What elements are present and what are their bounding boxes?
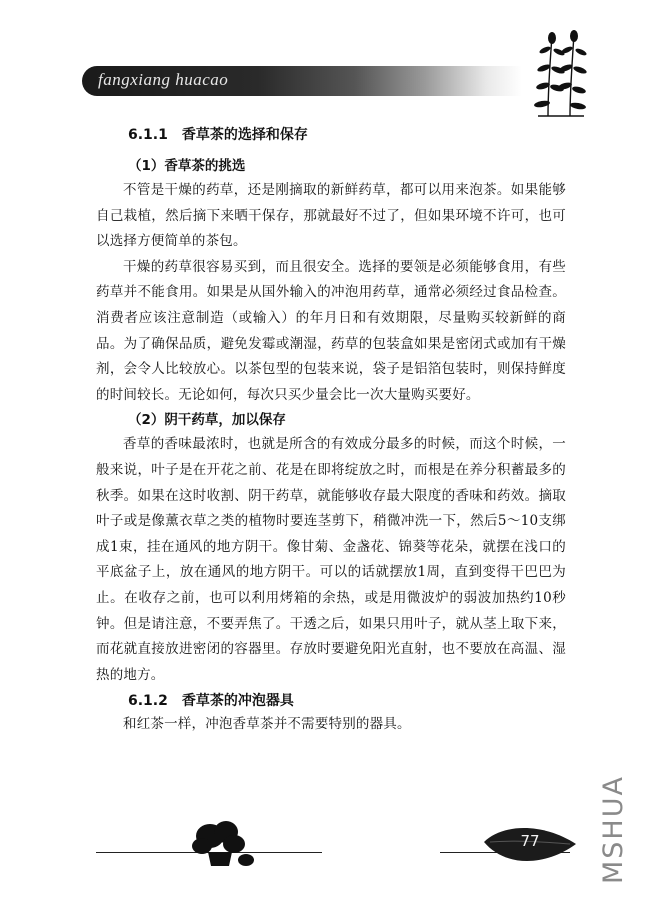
potted-plant-icon <box>182 818 260 868</box>
page-body <box>96 118 566 738</box>
paragraph: 干燥的药草很容易买到，而且很安全。选择的要领是必须能够食用，有些药草并不能食用。如果是从国外输入的冲泡用药草，通常必须经过食品检查。消费者应该注意制造（或输入）的年月日和有效期限，尽量购买较新鲜的商品。为了确保品质，避免发霉或潮湿，药草的包装盒如果是密闭式或加有干燥剂，会令人比较放心。以茶包型的包装来说，袋子是铝箔包装时，则保持鲜度的时间较长。无论如何，每次只买少量会比一次大量购买要好。 <box>96 258 566 403</box>
section-heading-6-1-1: 6.1.1 香草茶的选择和保存 <box>128 127 308 143</box>
watermark: MSHUA <box>598 775 629 884</box>
paragraph: 不管是干燥的药草，还是刚摘取的新鲜药草，都可以用来泡茶。如果能够自己栽植，然后摘下来晒干保存，那就最好不过了，但如果环境不许可，也可以选择方便简单的茶包。 <box>96 182 566 250</box>
banner-title: fangxiang huacao <box>98 70 229 89</box>
paragraph: 香草的香味最浓时，也就是所含的有效成分最多的时候，而这个时候，一般来说，叶子是在开花之前、花是在即将绽放之时，而根是在养分积蓄最多的秋季。如果在这时收割、阴干药草，就能够收存最大限度的香味和药效。摘取叶子或是像薰衣草之类的植物时要连茎剪下，稍微冲洗一下，然后5～10支绑成1束，挂在通风的地方阴干。像甘菊、金盏花、锦葵等花朵，就摆在浅口的平底盆子上，放在通风的地方阴干。可以的话就摆放1周，直到变得干巴巴为止。在收存之前，也可以利用烤箱的余热，或是用微波炉的弱波加热约10秒钟。但是请注意，不要弄焦了。干透之后，如果只用叶子，就从茎上取下来，而花就直接放进密闭的容器里。存放时要避免阳光直射，也不要放在高温、湿热的地方。 <box>96 436 566 683</box>
herb-sprig-icon <box>528 28 598 118</box>
section-heading-6-1-2: 6.1.2 香草茶的冲泡器具 <box>128 693 294 710</box>
header-banner <box>82 66 522 96</box>
paragraph: 和红茶一样，冲泡香草茶并不需要特别的器具。 <box>123 716 411 733</box>
subsection-heading-1: （1）香草茶的挑选 <box>128 158 246 174</box>
subsection-heading-2: （2）阴干药草，加以保存 <box>128 412 286 429</box>
page-number: 77 <box>520 832 540 850</box>
